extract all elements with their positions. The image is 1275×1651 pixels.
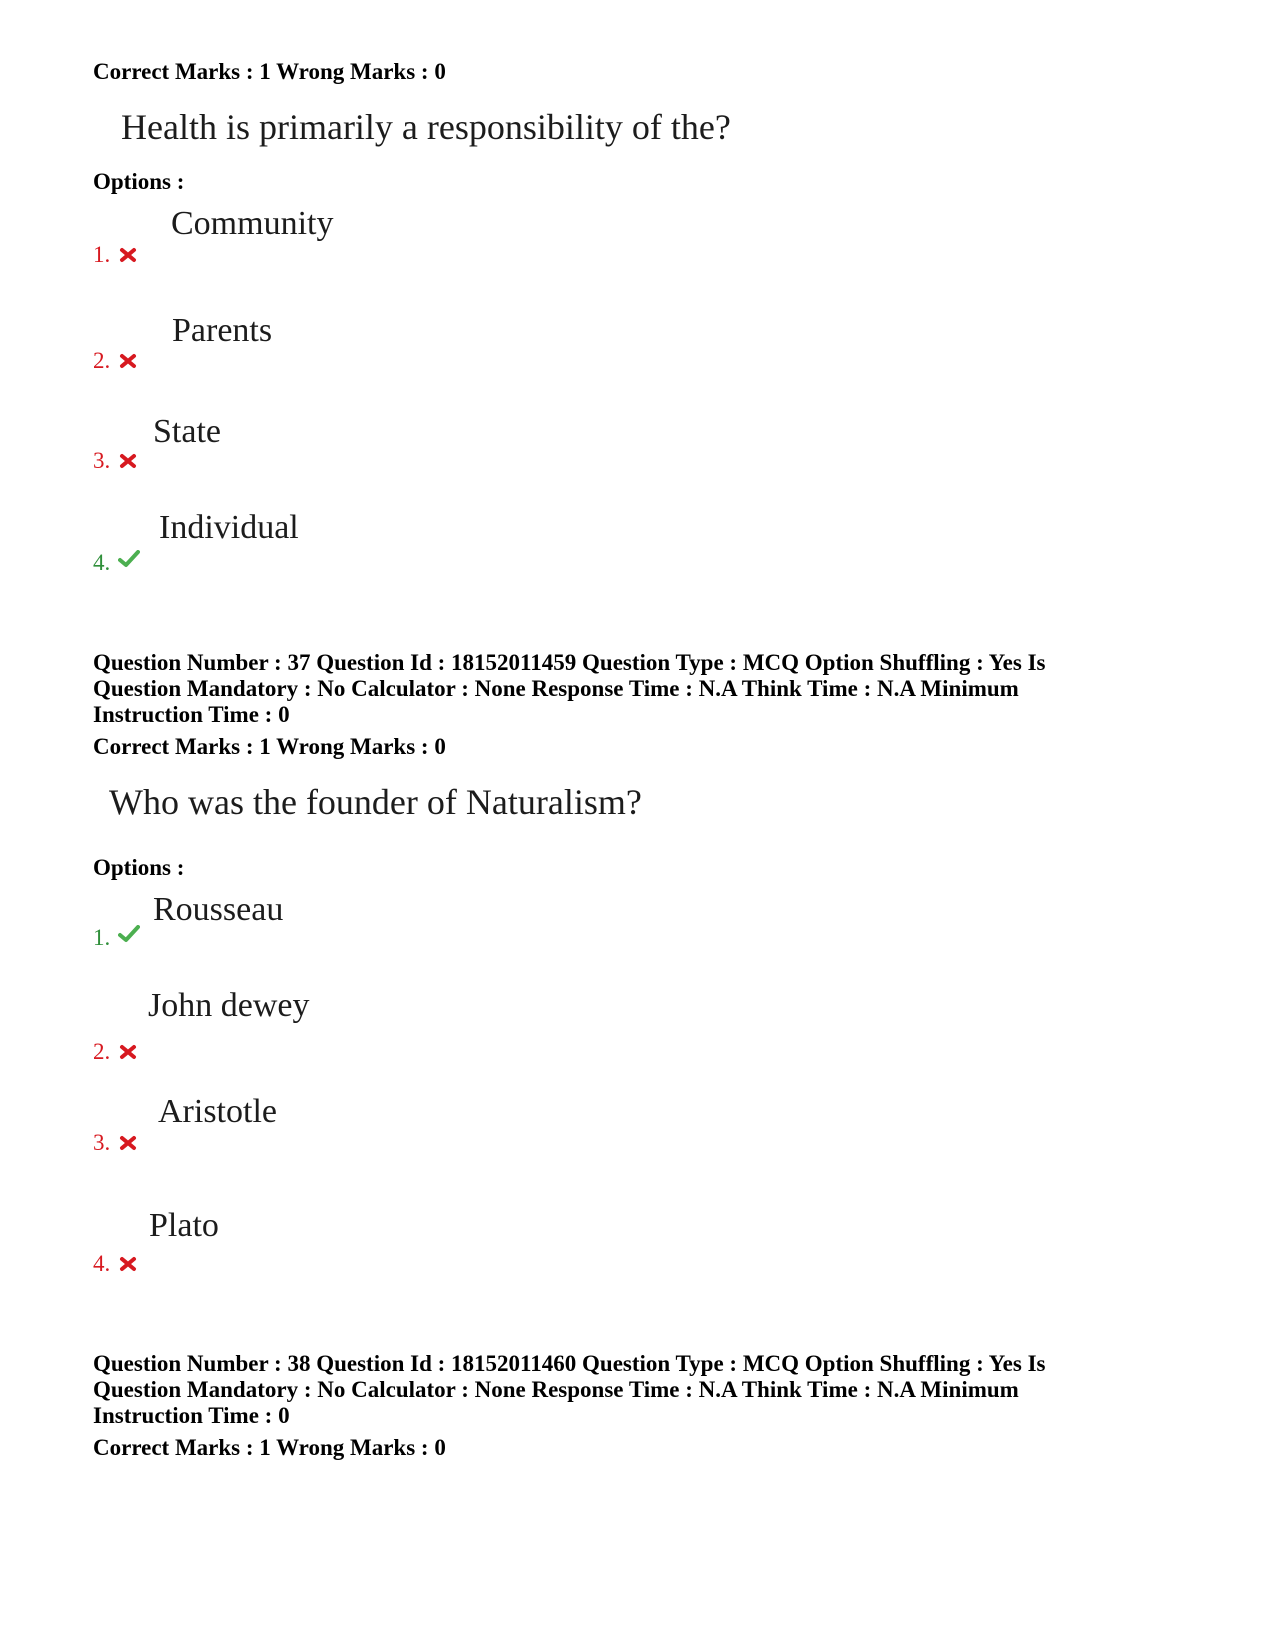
options-label: Options : — [93, 169, 185, 194]
option-text: Aristotle — [158, 1093, 277, 1130]
cross-icon — [118, 1255, 138, 1273]
option-number: 2. — [93, 1039, 138, 1065]
cross-icon — [118, 1043, 138, 1061]
option-number: 1. — [93, 242, 138, 268]
option-number: 4. — [93, 1251, 138, 1277]
question-header-line: Instruction Time : 0 — [93, 1403, 290, 1428]
marks-line: Correct Marks : 1 Wrong Marks : 0 — [93, 1435, 446, 1460]
question-header-line: Question Number : 37 Question Id : 18152011459 Question Type : MCQ Option Shuffling : Yes Is — [93, 650, 1046, 675]
option-text: Plato — [149, 1207, 219, 1244]
option-text: Parents — [172, 312, 273, 349]
check-icon — [118, 550, 140, 568]
cross-icon — [118, 352, 138, 370]
question-header-line: Question Mandatory : No Calculator : None Response Time : N.A Think Time : N.A Minimum — [93, 1377, 1019, 1402]
option-number: 2. — [93, 348, 138, 374]
check-icon — [118, 925, 140, 943]
option-number: 4. — [93, 550, 140, 576]
option-text: John dewey — [148, 987, 310, 1024]
option-text: Community — [171, 205, 334, 242]
question-header-line: Question Number : 38 Question Id : 18152011460 Question Type : MCQ Option Shuffling : Yes Is — [93, 1351, 1046, 1376]
marks-line: Correct Marks : 1 Wrong Marks : 0 — [93, 734, 446, 759]
option-number: 3. — [93, 448, 138, 474]
cross-icon — [118, 246, 138, 264]
options-label: Options : — [93, 855, 185, 880]
cross-icon — [118, 1134, 138, 1152]
option-number: 3. — [93, 1130, 138, 1156]
question-text: Health is primarily a responsibility of the? — [121, 107, 731, 147]
question-text: Who was the founder of Naturalism? — [109, 782, 642, 822]
option-text: Rousseau — [153, 891, 284, 928]
option-text: State — [153, 413, 221, 450]
question-header-line: Question Mandatory : No Calculator : None Response Time : N.A Think Time : N.A Minimum — [93, 676, 1019, 701]
option-text: Individual — [159, 509, 299, 546]
cross-icon — [118, 452, 138, 470]
question-header-line: Instruction Time : 0 — [93, 702, 290, 727]
marks-line: Correct Marks : 1 Wrong Marks : 0 — [93, 59, 446, 84]
option-number: 1. — [93, 925, 140, 951]
